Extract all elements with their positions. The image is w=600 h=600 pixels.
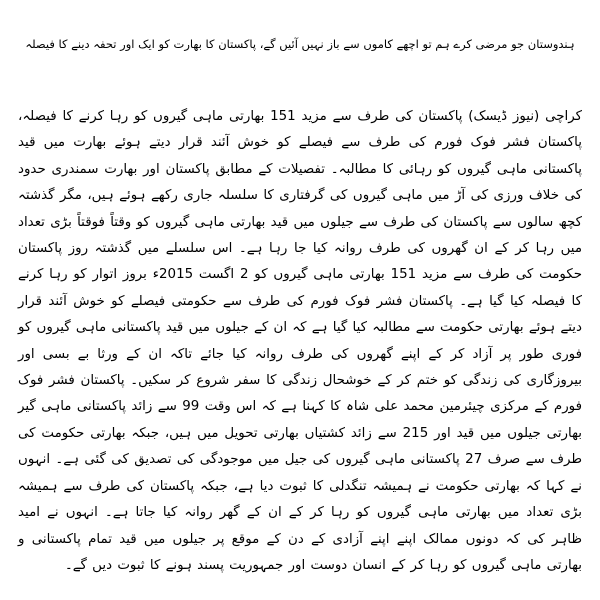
article-headline: ہندوستان جو مرضی کرے ہم تو اچھے کاموں سے باز نہیں آئیں گے، پاکستان کا بھارت کو ایک اور تحفہ دینے کا فیصلہ [25, 37, 575, 51]
article-body: کراچی (نیوز ڈیسک) پاکستان کی طرف سے مزید 151 بھارتی ماہی گیروں کو رہا کرنے کا فیصلہ، پاکستان فشر فوک فورم کی طرف سے فیصلے کو خوش آئند قرار دیتے ہوئے بھارت میں قید پاکستانی ماہی گیروں کو رہائی کا مطالبہ۔ تفصیلات کے مطابق پاکستان اور بھارت سمندری حدود کی خلاف ورزی کی آڑ میں ماہی گیروں کی گرفتاری کا سلسلہ جاری رکھے ہوئے ہیں، مگر گذشتہ کچھ سالوں سے پاکستان کی طرف سے جیلوں میں قید بھارتی ماہی گیروں کو وقتاً فوقتاً بڑی تعداد میں رہا کر کے ان گھروں کی طرف روانہ کیا جا رہا ہے۔ اس سلسلے میں گذشتہ روز پاکستان حکومت کی طرف سے مزید 151 بھارتی ماہی گیروں کو 2 اگست 2015ء بروز اتوار کو رہا کرنے کا فیصلہ کیا گیا ہے۔ پاکستان فشر فوک فورم کی طرف سے حکومتی فیصلے کو خوش آئند قرار دیتے ہوئے بھارتی حکومت سے مطالبہ کیا گیا ہے کہ ان کے جیلوں میں قید پاکستانی ماہی گیروں کو فوری طور پر آزاد کر کے اپنے گھروں کی طرف روانہ کیا جائے تاکہ ان کے ورثا بے بسی اور بیروزگاری کی زندگی کو ختم کر کے خوشحال زندگی کا سفر شروع کر سکیں۔ پاکستان فشر فوک فورم کے مرکزی چیئرمین محمد علی شاہ کا کہنا ہے کہ اس وقت 99 سے زائد پاکستانی ماہی گیر بھارتی جیلوں میں قید اور 215 سے زائد کشتیاں بھارتی تحویل میں ہیں، جبکہ بھارتی حکومت کی طرف سے صرف 27 پاکستانی ماہی گیروں کی جیل میں موجودگی کی تصدیق کی گئی ہے۔ انہوں نے کہا کہ بھارتی حکومت نے ہمیشہ تنگدلی کا ثبوت دیا ہے، جبکہ پاکستان کی طرف سے ہمیشہ بڑی تعداد میں بھارتی ماہی گیروں کو رہا کر کے ان کے گھر روانہ کیا جاتا ہے۔ انہوں نے امید ظاہر کی کہ دونوں ممالک اپنے اپنے آزادی کے دن کے موقع پر جیلوں میں قید تمام پاکستانی و بھارتی ماہی گیروں کو رہا کر کے انسان دوست اور جمہوریت پسند ہونے کا ثبوت دیں گے۔ [18, 109, 583, 573]
